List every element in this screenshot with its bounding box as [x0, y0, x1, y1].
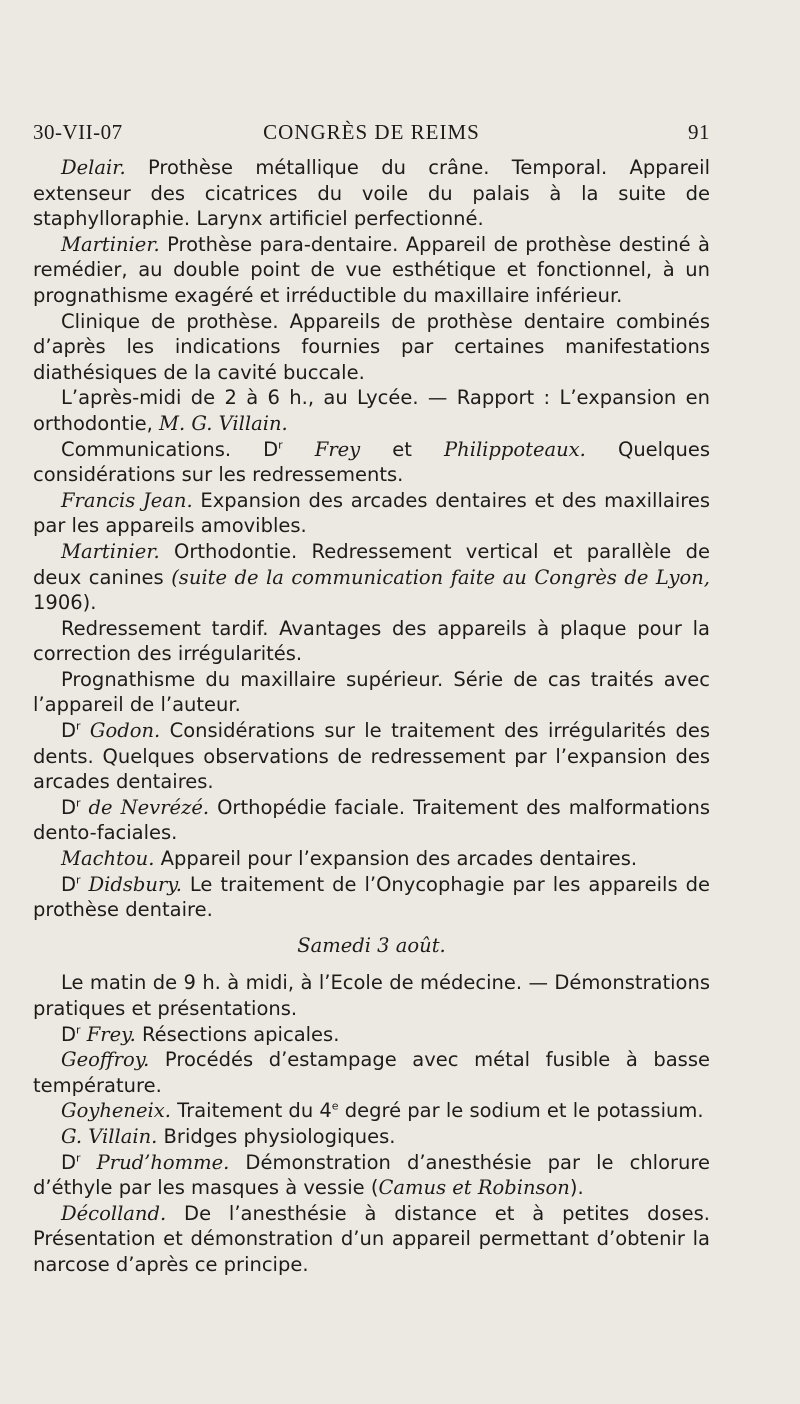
header-date: 30-VII-07 [33, 120, 123, 144]
author: Delair. [61, 156, 126, 179]
entry-prudhomme [33, 1150, 710, 1201]
author: Martinier. [61, 539, 160, 563]
entry-text: Démonstration d’anesthésie par le chlorure d’éthyle par les masques à vessie ( [33, 1150, 710, 1200]
body-text [33, 155, 710, 1278]
title-sup: r [76, 796, 81, 810]
author: Décolland. [61, 1201, 167, 1225]
title: D [61, 719, 77, 743]
entry-text: Expansion des arcades dentaires et des maxillaires par les appareils amovibles. [33, 488, 710, 538]
entry-text: Résections apicales. [135, 1022, 340, 1046]
entry-text: Prothèse métallique du crâne. Temporal. Appareil extenseur des cicatrices du voile du palais à la suite de staphylloraphie. Larynx artificiel perfectionné. [33, 156, 710, 231]
title: D [61, 1022, 77, 1046]
page-number: 91 [688, 120, 710, 144]
entry-didsbury [33, 872, 710, 923]
entry-text: Orthodontie. Redressement vertical et parallèle de deux canines [33, 539, 710, 589]
title: D [61, 795, 77, 819]
entry-text: et [360, 437, 445, 461]
author: G. Villain. [61, 1124, 158, 1148]
entry-machtou [33, 846, 710, 872]
entry-geoffroy [33, 1047, 710, 1098]
author: Philippoteaux. [444, 437, 586, 461]
entry-text: Le traitement de l’Onycophagie par les appareils de prothèse dentaire. [33, 872, 710, 922]
entry-text: Bridges physiologiques. [157, 1124, 396, 1148]
entry-text: Procédés d’estampage avec métal fusible à basse température. [33, 1048, 710, 1097]
title: D [61, 1150, 77, 1174]
entry-apres-midi [33, 385, 710, 436]
author: Prud’homme. [80, 1150, 230, 1174]
entry-text: Appareil pour l’expansion des arcades dentaires. [154, 847, 638, 871]
entry-text: Orthopédie faciale. Traitement des malformations dento-faciales. [33, 795, 710, 845]
author: Machtou. [61, 847, 155, 871]
title-sup: r [76, 1023, 81, 1037]
entry-text: Redressement tardif. Avantages des appareils à plaque pour la correction des irrégularités. [33, 616, 710, 666]
entry-martinier-orthodontie [33, 539, 710, 616]
entry-redressement [33, 616, 710, 667]
entry-text: Prothèse para-dentaire. Appareil de prothèse destiné à remédier, au double point de vue esthétique et fonctionnel, à un prognathisme exagéré et irréductible du maxillaire inférieur. [33, 232, 710, 307]
entry-text: 1906). [33, 591, 97, 615]
entry-martinier-prothese [33, 232, 710, 309]
author: Didsbury. [80, 872, 182, 896]
entry-godon [33, 718, 710, 795]
entry-nevreze [33, 795, 710, 846]
title: D [61, 872, 77, 896]
title-sup: r [76, 719, 81, 733]
entry-text: Traitement du 4 [170, 1099, 332, 1123]
entry-villain [33, 1124, 710, 1150]
author: de Nevrézé. [80, 795, 210, 819]
entry-communications [33, 437, 710, 488]
entry-text: De l’anesthésie à distance et à petites doses. Présentation et démonstration d’un appareil permettant d’obtenir la narcose d’après ce principe. [33, 1201, 710, 1276]
author: Martinier. [61, 232, 160, 256]
entry-text: Prognathisme du maxillaire supérieur. Série de cas traités avec l’appareil de l’auteur. [33, 667, 710, 717]
entry-text: degré par le sodium et le potassium. [338, 1099, 704, 1123]
entry-goyheneix [33, 1098, 710, 1124]
entry-matin [33, 970, 710, 1021]
entry-text: Considérations sur le traitement des irrégularités des dents. Quelques observations de redressement par l’expansion des arcades dentaires. [33, 719, 710, 794]
author: Francis Jean. [61, 488, 193, 512]
entry-text: L’après-midi de 2 à 6 h., au Lycée. — Rapport : L’expansion en orthodontie, [33, 386, 710, 435]
entry-prognathisme [33, 667, 710, 718]
entry-decolland [33, 1201, 710, 1278]
author: Goyheneix. [61, 1099, 171, 1123]
title-sup: r [278, 438, 283, 452]
author: Camus et Robinson [378, 1176, 570, 1200]
author: M. G. Villain. [159, 411, 288, 435]
section-subtitle: Samedi 3 août. [297, 933, 446, 957]
entry-text: Le matin de 9 h. à midi, à l’Ecole de médecine. — Démonstrations pratiques et présentations. [33, 971, 710, 1020]
entry-frey [33, 1022, 710, 1048]
entry-text: Communications. [61, 437, 264, 461]
author: Godon. [80, 719, 161, 743]
author: Frey [282, 437, 361, 461]
title: D [263, 437, 279, 461]
running-header [33, 120, 710, 150]
title-sup: r [76, 1151, 81, 1165]
header-title: CONGRÈS DE REIMS [263, 120, 480, 144]
entry-text: Quelques considérations sur les redressements. [33, 437, 710, 487]
author: Geoffroy. [61, 1048, 150, 1072]
entry-text: Clinique de prothèse. Appareils de prothèse dentaire combinés d’après les indications fournies par certaines manifestations diathésiques de la cavité buccale. [33, 309, 710, 384]
entry-delair [33, 155, 710, 232]
author: Frey. [80, 1022, 136, 1046]
entry-clinique [33, 309, 710, 386]
entry-text: ). [569, 1176, 584, 1200]
title-sup: r [76, 873, 81, 887]
entry-francis-jean [33, 488, 710, 539]
degree-sup: e [331, 1099, 339, 1113]
entry-italic: (suite de la communication faite au Congrès de Lyon, [171, 565, 710, 589]
